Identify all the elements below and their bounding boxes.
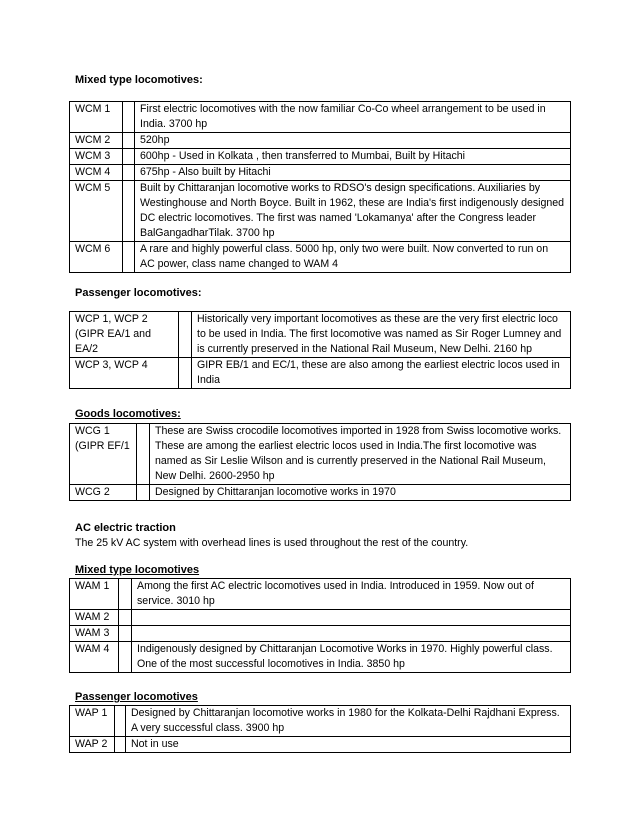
spacer-cell <box>119 610 132 626</box>
model-cell: WAM 3 <box>70 626 119 642</box>
table-goods-dc <box>69 423 571 501</box>
table-row <box>70 149 571 165</box>
description-cell: Designed by Chittaranjan locomotive works in 1980 for the Kolkata-Delhi Rajdhani Express. A very successful class. 3900 hp <box>126 706 571 737</box>
spacer-cell <box>115 737 126 753</box>
description-cell: Indigenously designed by Chittaranjan Locomotive Works in 1970. Highly powerful class. One of the most successful locomotives in India. 3850 hp <box>132 642 571 673</box>
spacer-cell <box>123 133 135 149</box>
table-row <box>70 312 571 358</box>
table-passenger-dc <box>69 311 571 389</box>
section-heading-ac-traction: AC electric traction <box>75 522 176 534</box>
spacer-cell <box>119 626 132 642</box>
spacer-cell <box>119 642 132 673</box>
description-cell: Not in use <box>126 737 571 753</box>
table-row <box>70 485 571 501</box>
table-row <box>70 579 571 610</box>
spacer-cell <box>115 706 126 737</box>
spacer-cell <box>179 312 192 358</box>
description-cell: 675hp - Also built by Hitachi <box>135 165 571 181</box>
description-cell: GIPR EB/1 and EC/1, these are also among the earliest electric locos used in India <box>192 358 571 389</box>
section-heading-mixed-dc: Mixed type locomotives: <box>75 74 203 86</box>
description-cell: First electric locomotives with the now familiar Co-Co wheel arrangement to be used in India. 3700 hp <box>135 102 571 133</box>
description-cell: These are Swiss crocodile locomotives imported in 1928 from Swiss locomotive works. These are among the earliest electric locos used in India.The first locomotive was named as Sir Leslie Wilson and is currently preserved in the National Rail Museum, New Delhi. 2600-2950 hp <box>150 424 571 485</box>
table-row <box>70 181 571 242</box>
table-mixed-ac <box>69 578 571 673</box>
description-cell: Designed by Chittaranjan locomotive works in 1970 <box>150 485 571 501</box>
model-cell: WCM 2 <box>70 133 123 149</box>
section-heading-passenger-ac: Passenger locomotives <box>75 691 198 703</box>
model-cell: WAM 1 <box>70 579 119 610</box>
table-row <box>70 706 571 737</box>
table-row <box>70 642 571 673</box>
description-cell: 520hp <box>135 133 571 149</box>
spacer-cell <box>123 181 135 242</box>
model-cell: WCM 3 <box>70 149 123 165</box>
table-passenger-ac <box>69 705 571 753</box>
model-cell: WCM 5 <box>70 181 123 242</box>
model-cell: WAP 1 <box>70 706 115 737</box>
table-row <box>70 102 571 133</box>
model-cell: WCG 2 <box>70 485 137 501</box>
model-cell: WAP 2 <box>70 737 115 753</box>
model-cell: WCM 4 <box>70 165 123 181</box>
model-cell: WCP 3, WCP 4 <box>70 358 179 389</box>
table-mixed-dc <box>69 101 571 273</box>
spacer-cell <box>123 102 135 133</box>
section-heading-goods-dc: Goods locomotives: <box>75 408 181 420</box>
model-cell: WCG 1 (GIPR EF/1 <box>70 424 137 485</box>
spacer-cell <box>123 242 135 273</box>
spacer-cell <box>179 358 192 389</box>
model-cell: WAM 2 <box>70 610 119 626</box>
model-cell: WCM 1 <box>70 102 123 133</box>
spacer-cell <box>123 149 135 165</box>
description-cell <box>132 610 571 626</box>
table-row <box>70 424 571 485</box>
model-cell: WAM 4 <box>70 642 119 673</box>
table-row <box>70 165 571 181</box>
table-row <box>70 626 571 642</box>
description-cell: 600hp - Used in Kolkata , then transferred to Mumbai, Built by Hitachi <box>135 149 571 165</box>
description-cell: Built by Chittaranjan locomotive works to RDSO's design specifications. Auxiliaries by Westinghouse and North Boyce. Built in 1962, these are India's first indigenously designed DC electric locomotives. The first was named 'Lokamanya' after the Congress leader BalGangadharTilak. 3700 hp <box>135 181 571 242</box>
section-heading-mixed-ac: Mixed type locomotives <box>75 564 200 576</box>
spacer-cell <box>123 165 135 181</box>
description-cell <box>132 626 571 642</box>
table-row <box>70 358 571 389</box>
description-cell: Historically very important locomotives as these are the very first electric loco to be used in India. The first locomotive was named as Sir Roger Lumney and is currently preserved in the National Rail Museum, New Delhi. 2160 hp <box>192 312 571 358</box>
table-row <box>70 242 571 273</box>
spacer-cell <box>137 424 150 485</box>
table-row <box>70 737 571 753</box>
section-heading-passenger-dc: Passenger locomotives: <box>75 287 202 299</box>
description-cell: Among the first AC electric locomotives used in India. Introduced in 1959. Now out of service. 3010 hp <box>132 579 571 610</box>
table-row <box>70 610 571 626</box>
model-cell: WCM 6 <box>70 242 123 273</box>
model-cell: WCP 1, WCP 2 (GIPR EA/1 and EA/2 <box>70 312 179 358</box>
description-cell: A rare and highly powerful class. 5000 hp, only two were built. Now converted to run on AC power, class name changed to WAM 4 <box>135 242 571 273</box>
ac-traction-text: The 25 kV AC system with overhead lines is used throughout the rest of the country. <box>75 537 469 549</box>
table-row <box>70 133 571 149</box>
spacer-cell <box>137 485 150 501</box>
spacer-cell <box>119 579 132 610</box>
